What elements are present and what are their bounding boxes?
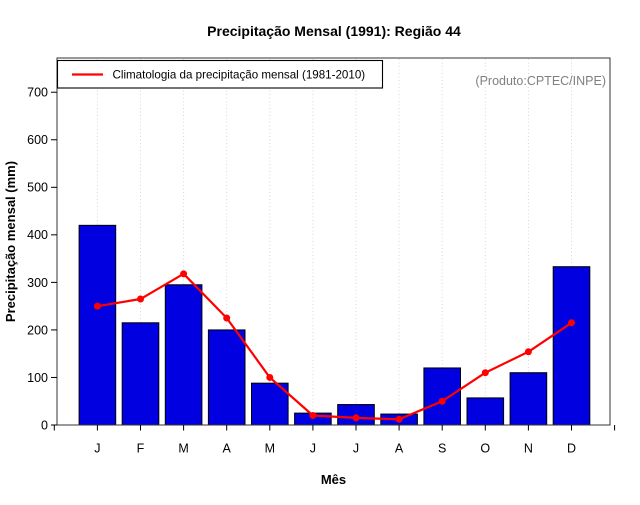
y-axis-title: Precipitação mensal (mm) — [3, 160, 18, 323]
x-tick-label: A — [394, 441, 404, 456]
precipitation-bar — [510, 373, 547, 425]
y-tick-label: 400 — [27, 228, 48, 243]
climatology-point — [309, 412, 316, 419]
legend — [58, 61, 383, 89]
y-tick-label: 100 — [27, 370, 48, 385]
chart-title: Precipitação Mensal (1991): Região 44 — [207, 23, 461, 39]
x-axis-title: Mês — [320, 472, 347, 487]
climatology-point — [137, 296, 144, 303]
climatology-point — [439, 398, 446, 405]
precipitation-bar — [122, 323, 159, 425]
y-axis — [27, 86, 57, 433]
climatology-point — [568, 319, 575, 326]
precipitation-bar — [467, 398, 504, 425]
precipitation-bar — [424, 368, 461, 425]
climatology-point — [266, 374, 273, 381]
x-tick-label: A — [222, 441, 231, 456]
x-tick-label: D — [566, 441, 577, 456]
x-tick-label: S — [438, 441, 447, 456]
x-tick-label: O — [480, 441, 491, 456]
x-axis — [54, 425, 614, 456]
x-tick-label: M — [178, 441, 189, 456]
x-tick-label: N — [523, 441, 533, 456]
x-tick-label: M — [264, 441, 276, 456]
x-tick-label: J — [352, 441, 360, 456]
precipitation-bar — [208, 330, 245, 425]
climatology-point — [353, 414, 360, 421]
y-tick-label: 300 — [27, 275, 48, 290]
product-annotation: (Produto:CPTEC/INPE) — [475, 74, 606, 88]
climatology-point — [482, 369, 489, 376]
x-tick-label: J — [94, 441, 101, 456]
legend-label: Climatologia da precipitação mensal (1981-2010) — [112, 68, 366, 82]
y-tick-label: 500 — [27, 180, 48, 195]
x-tick-label: F — [136, 441, 145, 456]
y-tick-label: 700 — [27, 85, 48, 100]
x-tick-label: J — [309, 441, 317, 456]
precipitation-bar — [165, 285, 202, 425]
climatology-point — [223, 315, 230, 322]
climatology-point — [396, 416, 403, 423]
y-tick-label: 0 — [41, 418, 48, 433]
y-tick-label: 600 — [27, 133, 48, 148]
precipitation-bar — [553, 267, 590, 425]
climatology-point — [525, 348, 532, 355]
y-tick-label: 200 — [27, 323, 48, 338]
precipitation-bar — [79, 225, 116, 425]
bar-series — [79, 225, 590, 425]
climatology-point — [180, 270, 187, 277]
climatology-point — [94, 303, 101, 310]
